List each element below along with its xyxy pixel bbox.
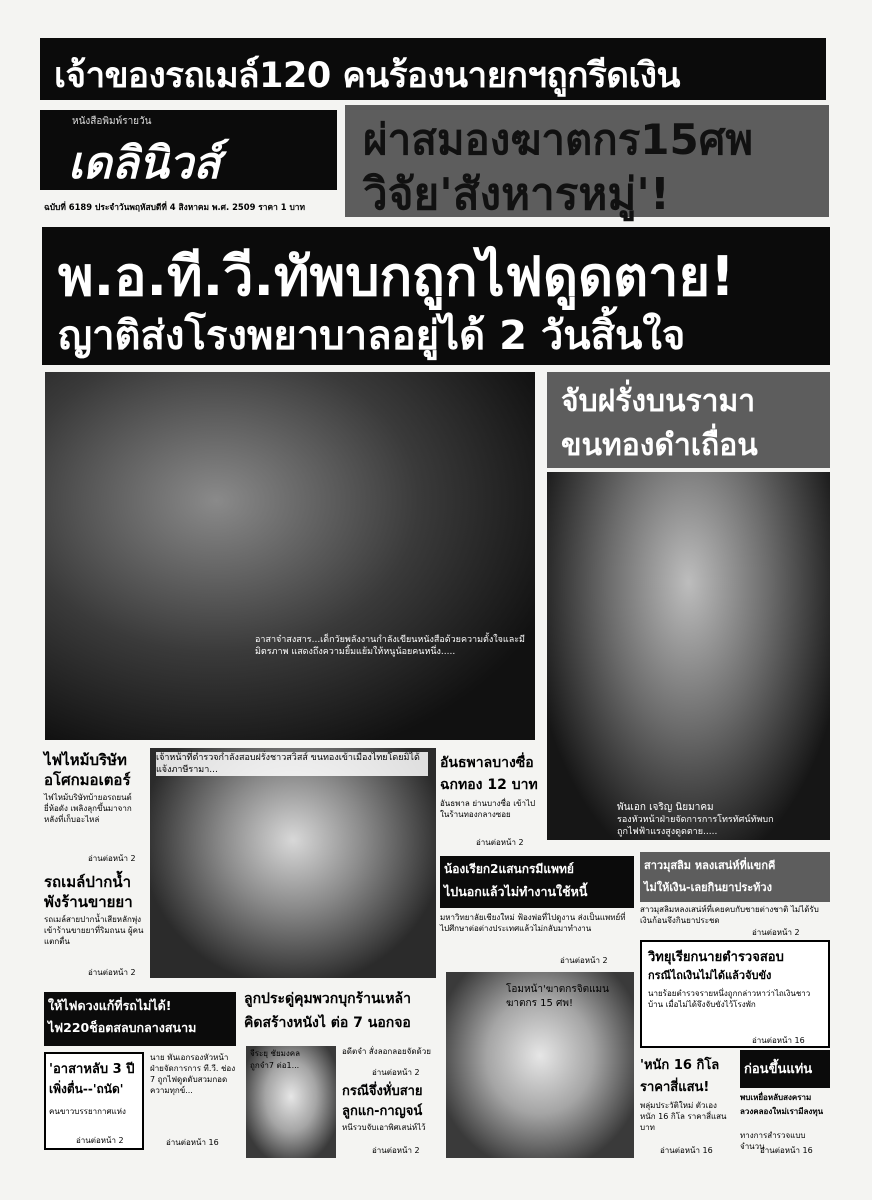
story-asa-h-1: 'อาสาหลับ 3 ปี [49, 1062, 135, 1077]
story-bar-raid [244, 986, 440, 1044]
story-tv-body: นาย พันเอกรองหัวหน้าฝ่ายจัดการการ ที.วี. ช่อง 7 ถูกไฟดูดดับสวมกอดความทุกข์... [150, 1053, 236, 1095]
photo-suspect [246, 1046, 336, 1158]
photo-killer-caption-1: โอมหน้า'ฆาตกรจิตแมน [506, 984, 609, 995]
story-woman-more[interactable]: อ่านต่อหน้า 2 [752, 928, 800, 937]
story-weight-more[interactable]: อ่านต่อหน้า 16 [660, 1146, 713, 1155]
story-doctor-h-1: น้องเรียก2แสนกรมีแพทย์ [444, 862, 574, 876]
story-teen-more-1[interactable]: อ่านต่อหน้า 2 [372, 1068, 420, 1077]
story-woman-body: สาวมุสลิมหลงเสน่ห์ที่เคยคบกับชายต่างชาติ ไม่ได้รับเงินก้อนจึงกินยาประชด [640, 905, 819, 925]
issue-line: ฉบับที่ 6189 ประจำวันพฤหัสบดีที่ 4 สิงหาคม พ.ศ. 2509 ราคา 1 บาท [44, 202, 306, 212]
story-police-h-1: วิทยุเรียกนายตำรวจสอบ [648, 950, 784, 965]
story-woman-h-2: ไม่ให้เงิน-เลยกินยาประท้วง [644, 881, 772, 894]
photo-miss-thailand [45, 372, 535, 740]
story-boss-h-1: ลูกประดู่คุมพวกบุกร้านเหล้า [244, 991, 412, 1007]
story-boss-h-2: คิดสร้างหนังไ ต่อ 7 นอกจอ [244, 1015, 411, 1031]
story-weight [640, 1054, 736, 1158]
story-doctor-body: มหาวิทยาลัยเชียงใหม่ ฟ้องพ่อที่ไปดูงาน ส่งเป็นแพทย์ที่ไปศึกษาต่อต่างประเทศแล้วไม่กลับมาทำงาน [440, 913, 626, 933]
main-headline-line-2: ญาติส่งโรงพยาบาลอยู่ได้ 2 วันสิ้นใจ [58, 313, 686, 359]
story-tv-staff [150, 1052, 240, 1150]
right-headline-line-1: จับฝรั่งบนรามา [561, 384, 756, 419]
story-asa [44, 1052, 144, 1150]
side-headline-line-2: วิจัย'สังหารหมู่'! [363, 169, 670, 220]
col1-h2-line-1: รถเมล์ปากน้ำ [44, 873, 132, 891]
masthead [40, 110, 337, 190]
side-headline-line-1: ผ่าสมองฆาตกร15ศพ [363, 115, 754, 164]
story-police-more[interactable]: อ่านต่อหน้า 16 [752, 1036, 805, 1045]
side-headline-box [345, 105, 829, 220]
story-muslim-woman [640, 852, 830, 936]
story-asa-h-2: เพิ่งตื่น--'ถนัด' [49, 1082, 124, 1096]
photo-colonel-portrait [547, 472, 830, 840]
story-stadium-shock [44, 992, 236, 1046]
right-headline-line-2: ขนทองดำเถื่อน [561, 428, 758, 463]
main-headline-box [42, 227, 830, 365]
news-box-item-2: ลวงคลองใหม่เรามีลงทุน [740, 1107, 824, 1116]
col1-more-2[interactable]: อ่านต่อหน้า 2 [88, 968, 136, 977]
story-gold-h-2: ฉกทอง 12 บาท [440, 777, 538, 793]
story-weight-h-1: 'หนัก 16 กิโล [640, 1058, 720, 1073]
photo-right-caption-2: รองหัวหน้าฝ่ายจัดการการโทรทัศน์ทัพบก [617, 815, 774, 825]
photo-killer-caption-2: ฆาตกร 15 ศพ! [506, 998, 573, 1009]
story-teen-more-2[interactable]: อ่านต่อหน้า 2 [372, 1146, 420, 1155]
story-boss-photo-caption-2: ถูกจำ7 ต่อ1... [250, 1061, 300, 1070]
photo-killer-face [446, 972, 634, 1158]
news-before-print [740, 1050, 830, 1158]
col1-story-fire [44, 748, 146, 866]
col1-h2-line-2: พังร้านขายยา [44, 893, 133, 911]
story-teen-h-2: ลูกแก-กาญจน์ [342, 1104, 423, 1119]
col1-body-2: รถเมล์สายปากน้ำเสียหลักพุ่งเข้าร้านขายยาที่ริมถนน ผู้คนแตกตื่น [44, 915, 144, 946]
story-gold-body: อันธพาล ย่านบางซื่อ เข้าไปในร้านทองกลางซอย [440, 799, 536, 819]
story-gold-theft [440, 752, 544, 850]
story-asa-sub: คนขาวบรรยากาศแห่ง [49, 1107, 126, 1116]
story-weight-h-2: ราคาสี่แสน! [640, 1080, 710, 1095]
masthead-subtitle: หนังสือพิมพ์รายวัน [72, 116, 152, 127]
story-doctor-more[interactable]: อ่านต่อหน้า 2 [560, 956, 608, 965]
col1-body-1: ไฟไหม้บริษัทบ้ายอรถยนต์ยี่ห้อดัง เพลิงลุกขึ้นมาจากหลังที่เก็บอะไหล่ [44, 793, 132, 824]
story-teen-body-2: หนีรวบจับเอาพิศเสน่ห์ไว้ [342, 1123, 426, 1132]
story-doctor [440, 856, 636, 968]
photo-right-caption-3: ถูกไฟฟ้าแรงสูงดูดตาย..... [617, 827, 718, 837]
story-tv-more[interactable]: อ่านต่อหน้า 16 [166, 1138, 219, 1147]
col1-h1-line-1: ไฟไหม้บริษัท [44, 751, 127, 769]
story-police-body: นายร้อยตำรวจรายหนึ่งถูกกล่าวหาว่าไถเงินชาวบ้าน เมื่อไม่ได้จึงจับขังไว้โรงพัก [648, 989, 811, 1009]
col1-story-bus [44, 870, 146, 980]
mid-photo-caption: เจ้าหน้าที่ตำรวจกำลังสอบฝรั่งชาวสวิสส์ ขนทองเข้าเมืองไทยโดยมิได้แจ้งภาษีรามา... [156, 752, 428, 776]
story-police-radio [640, 940, 830, 1048]
col1-h1-line-2: อโศกมอเตอร์ [44, 771, 131, 789]
masthead-logo: เดลินิวส์ [68, 138, 221, 189]
col1-more-1[interactable]: อ่านต่อหน้า 2 [88, 854, 136, 863]
main-headline-line-1: พ.อ.ที.วี.ทัพบกถูกไฟดูดตาย! [58, 245, 735, 308]
right-headline-box [547, 372, 830, 468]
story-fire-h-2: ไฟ220ช็อตสลบกลางสนาม [48, 1020, 197, 1035]
photo-customs-interrogation [150, 748, 436, 978]
story-woman-h-1: สาวมุสลิม หลงเสน่ห์ที่แขกคี [644, 859, 776, 872]
news-box-body: ทางการสำรวจแบบจำนวน [740, 1131, 806, 1151]
news-box-title [740, 1050, 830, 1088]
photo-left-caption: อาสาจ๋าสงสาร...เด็กวัยพลังงานกำลังเขียนหนังสือด้วยความตั้งใจและมีมิตรภาพ แสดงถึงความยิ้มแย้มให้หนูน้อยคนหนึ่ง..... [255, 635, 525, 657]
story-boss-photo-caption-1: จีระยุ ชัยมงคล [250, 1049, 301, 1058]
story-teen-body: อดีตจำ สั่งลอกลอยจัดด้วย [342, 1047, 431, 1056]
story-gold-more[interactable]: อ่านต่อหน้า 2 [476, 838, 524, 847]
photo-right-caption-1: พันเอก เจริญ นิยมาคม [617, 802, 714, 813]
story-woman-headline [640, 852, 830, 902]
top-banner [40, 38, 826, 100]
top-banner-text: เจ้าของรถเมล์120 คนร้องนายกฯถูกรีดเงิน [54, 56, 680, 96]
story-teen [342, 1046, 442, 1158]
story-doctor-headline [440, 856, 634, 908]
story-weight-body: พลุ่มประวัติใหม่ ตัวเอง หนัก 16 กิโล ราคาสี่แสนบาท [640, 1101, 727, 1132]
story-gold-h-1: อันธพาลบางซื่อ [440, 755, 534, 771]
story-police-h-2: กรณีไถเงินไม่ได้แล้วจับขัง [648, 969, 772, 982]
story-doctor-h-2: ไปนอกแล้วไม่ทำงานใช้หนี้ [444, 884, 588, 899]
story-fire-h-1: ให้ไฟดวงแก้ที่รถไม่ได้! [48, 998, 172, 1013]
story-teen-h-1: กรณีจึ่งหั่บสาย [342, 1084, 423, 1099]
news-box-item-1: พบเหยื่อหลับสงคราม [740, 1093, 812, 1102]
story-asa-more[interactable]: อ่านต่อหน้า 2 [76, 1136, 124, 1145]
news-box-more[interactable]: อ่านต่อหน้า 16 [760, 1146, 813, 1155]
news-box-title-text: ก่อนขึ้นแท่น [744, 1062, 813, 1077]
